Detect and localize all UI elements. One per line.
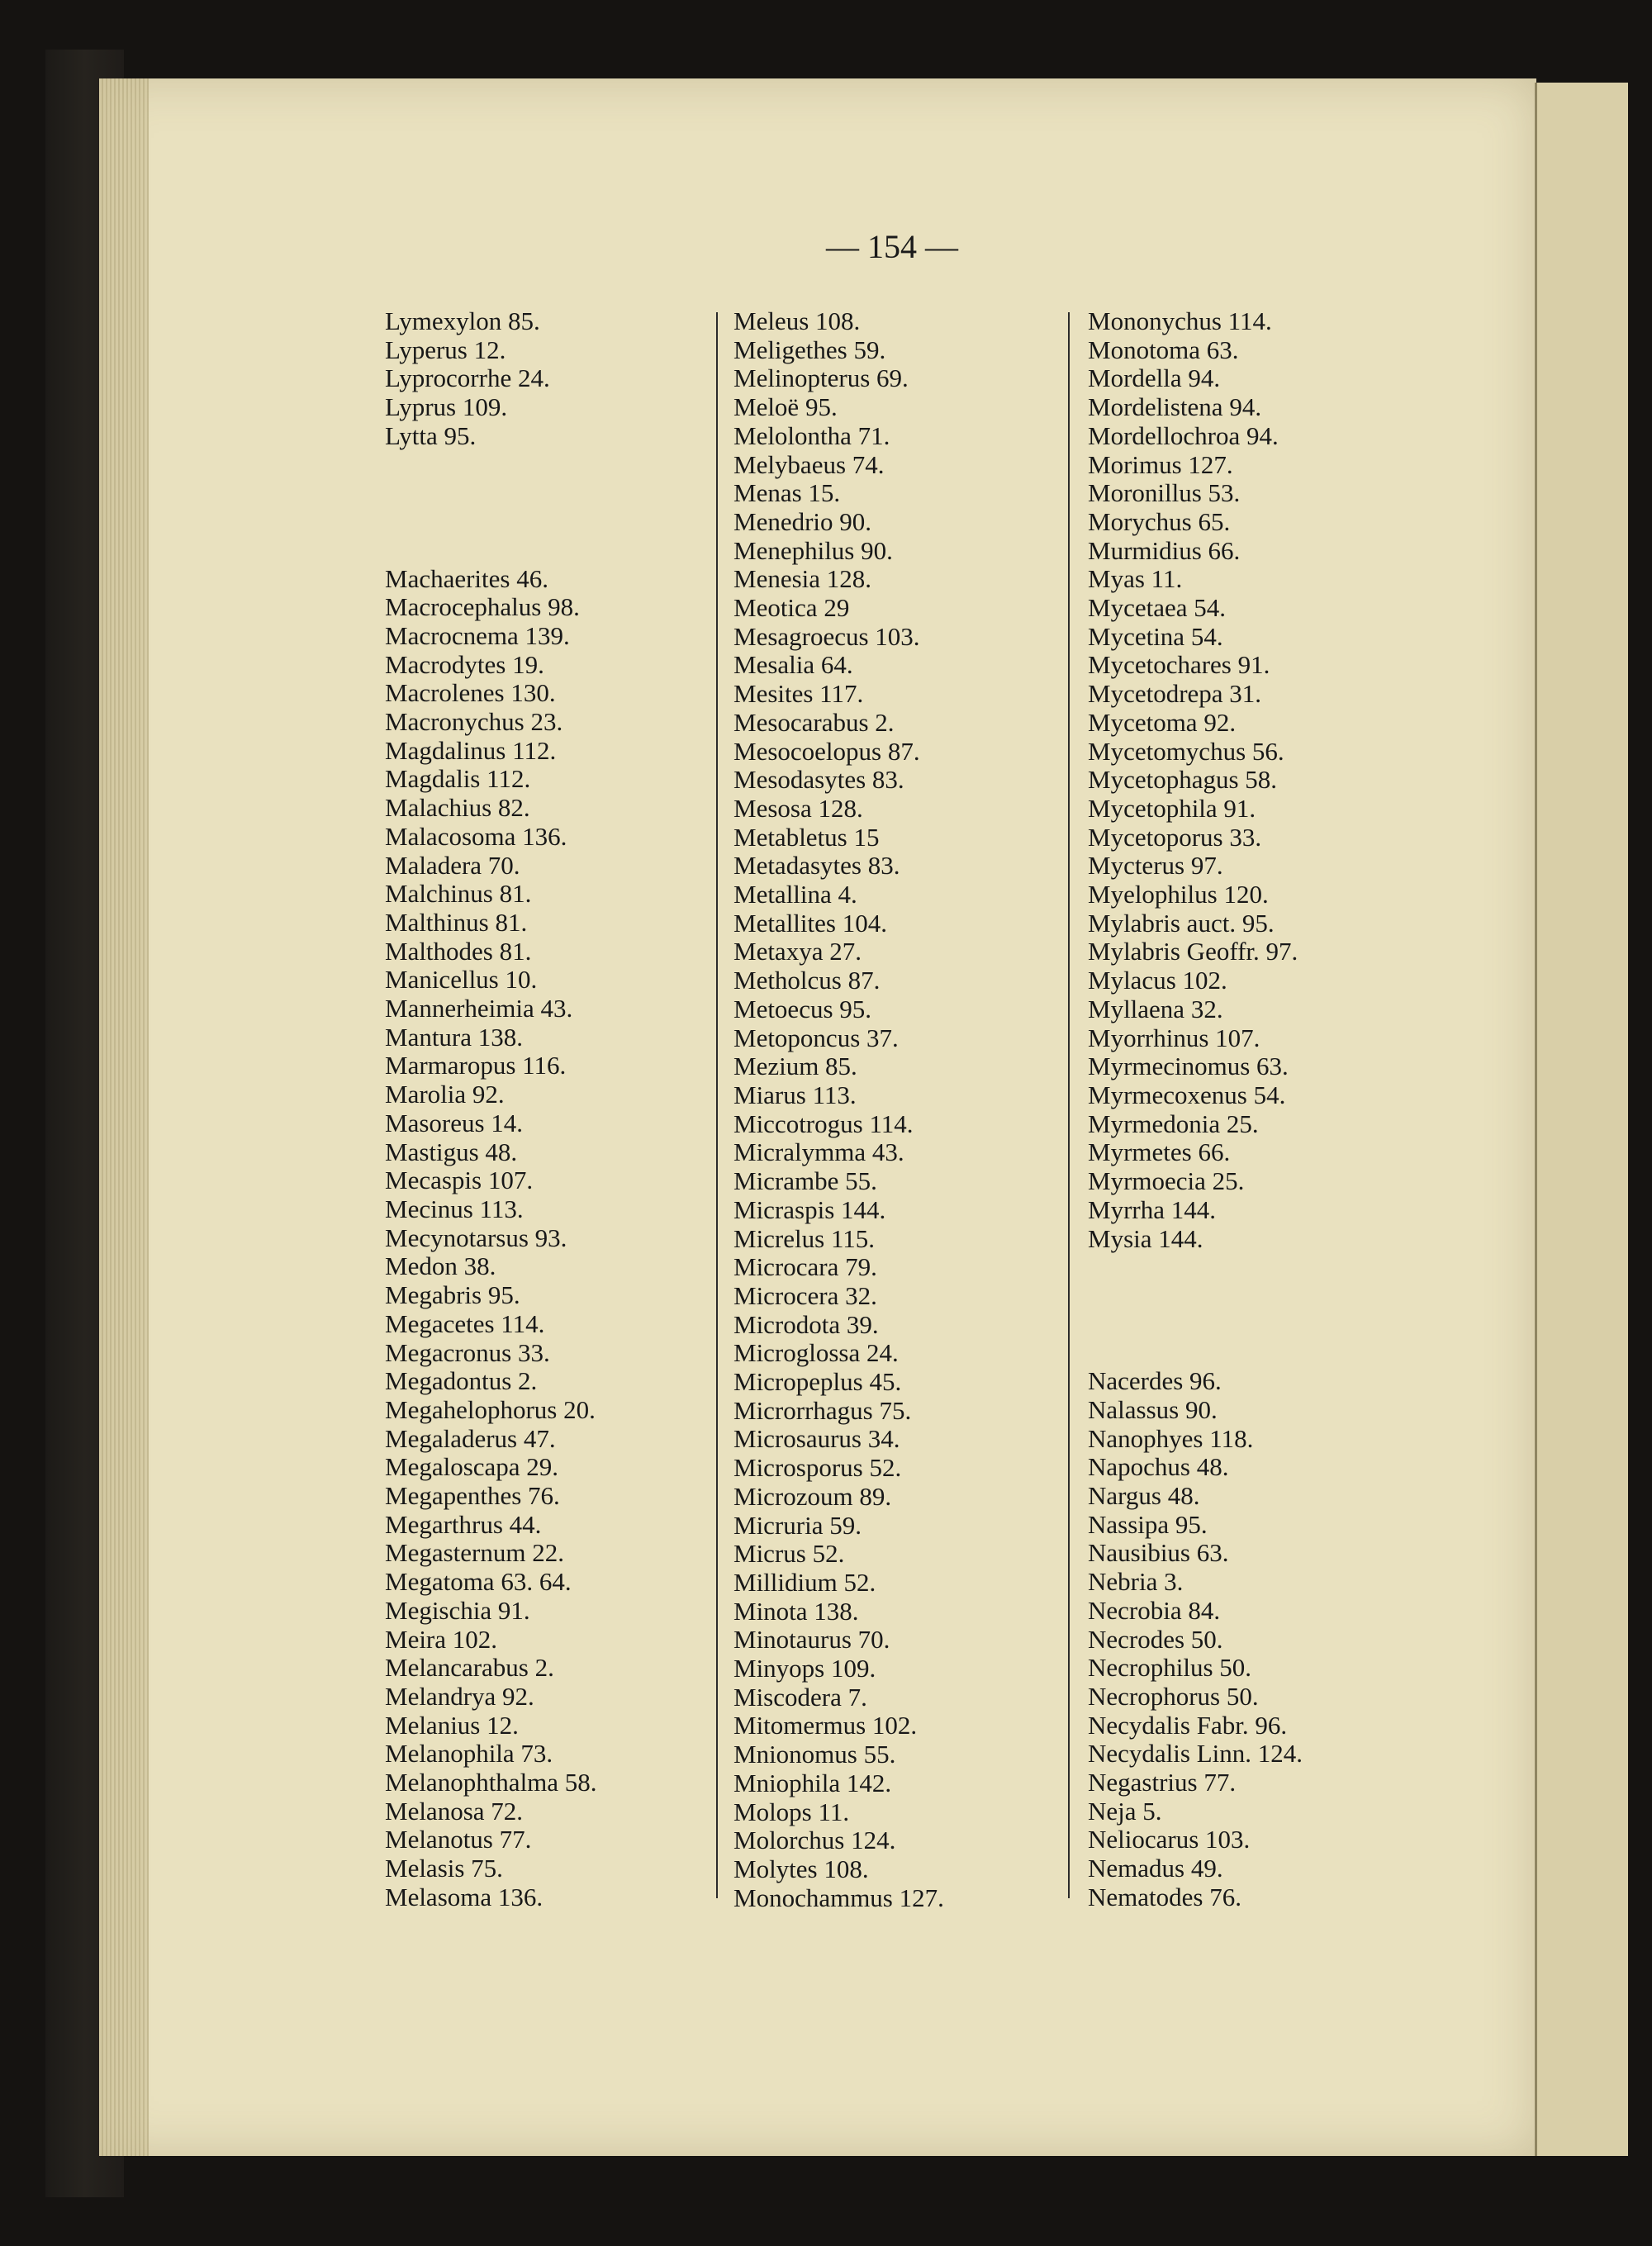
index-entry: Mastigus 48. (385, 1137, 518, 1166)
index-entry: Lymexylon 85. (385, 306, 540, 335)
index-entry: Mycetodrepa 31. (1088, 679, 1262, 709)
index-entry: Myllaena 32. (1088, 994, 1223, 1023)
index-entry: Mycetina 54. (1088, 621, 1223, 651)
index-entry: Millidium 52. (733, 1567, 876, 1597)
page-edges (99, 78, 149, 2156)
index-entry: Micrus 52. (733, 1539, 845, 1569)
index-entry: Malachius 82. (385, 793, 530, 823)
index-entry: Mordella 94. (1088, 363, 1221, 393)
index-entry: Micrambe 55. (733, 1166, 877, 1196)
index-entry: Myrmedonia 25. (1088, 1109, 1259, 1138)
index-entry: Megahelophorus 20. (385, 1394, 596, 1424)
index-entry: Metoponcus 37. (733, 1023, 899, 1052)
index-entry: Micropeplus 45. (733, 1367, 902, 1397)
index-entry: Mycetoporus 33. (1088, 822, 1262, 852)
index-entry: Minyops 109. (733, 1654, 876, 1683)
index-entry: Miscodera 7. (733, 1682, 867, 1712)
index-entry: Miarus 113. (733, 1080, 857, 1109)
index-entry: Nemadus 49. (1088, 1854, 1223, 1883)
index-entry: Necrophorus 50. (1088, 1681, 1259, 1711)
index-entry: Necrophilus 50. (1088, 1653, 1252, 1683)
index-entry: Meira 102. (385, 1624, 498, 1654)
index-entry: Melasis 75. (385, 1854, 503, 1883)
index-entry: Mesocarabus 2. (733, 707, 895, 737)
index-entry: Nacerdes 96. (1088, 1366, 1222, 1396)
index-entry: Mycetochares 91. (1088, 650, 1270, 680)
index-entry: Metoecus 95. (733, 994, 872, 1023)
index-entry: Machaerites 46. (385, 563, 548, 593)
index-entry: Mordelistena 94. (1088, 392, 1262, 422)
index-entry: Metaxya 27. (733, 937, 862, 966)
index-entry: Macrolenes 130. (385, 678, 556, 708)
index-entry: Myorrhinus 107. (1088, 1023, 1260, 1052)
index-entry: Masoreus 14. (385, 1108, 524, 1137)
index-entry: Neja 5. (1088, 1796, 1162, 1826)
index-entry: Megasternum 22. (385, 1538, 564, 1568)
index-entry: Nematodes 76. (1088, 1882, 1241, 1911)
index-entry: Mycetaea 54. (1088, 593, 1226, 623)
index-entry: Necydalis Fabr. 96. (1088, 1710, 1288, 1740)
index-entry: Molops 11. (733, 1797, 850, 1826)
index-entry: Microcara 79. (733, 1252, 877, 1282)
index-entry: Mycetophila 91. (1088, 793, 1256, 823)
index-entry: Minota 138. (733, 1596, 859, 1626)
index-entry: Myas 11. (1088, 564, 1183, 594)
index-entry: Magdalis 112. (385, 764, 531, 794)
index-entry: Microdota 39. (733, 1309, 879, 1339)
index-entry: Mycterus 97. (1088, 851, 1223, 881)
index-entry: Melanophthalma 58. (385, 1768, 597, 1797)
index-entry: Molorchus 124. (733, 1826, 896, 1855)
index-entry: Malacosoma 136. (385, 821, 567, 851)
index-entry: Macrocephalus 98. (385, 592, 580, 622)
index-entry: Mylabris auct. 95. (1088, 908, 1275, 938)
index-entry: Micralymma 43. (733, 1137, 904, 1167)
index-column-2 (733, 307, 944, 1912)
index-entry: Melolontha 71. (733, 420, 890, 450)
index-entry: Napochus 48. (1088, 1452, 1229, 1482)
index-entry: Menas 15. (733, 478, 841, 508)
index-entry: Mycetophagus 58. (1088, 765, 1278, 795)
index-entry: Mesodasytes 83. (733, 765, 904, 795)
index-entry: Lyprocorrhe 24. (385, 363, 550, 393)
index-entry: Megapenthes 76. (385, 1481, 560, 1511)
index-entry: Mordellochroa 94. (1088, 420, 1279, 450)
index-entry: Morychus 65. (1088, 506, 1231, 536)
index-entry: Nanophyes 118. (1088, 1423, 1254, 1453)
index-entry: Mycetomychus 56. (1088, 736, 1284, 766)
index-entry: Medon 38. (385, 1251, 496, 1281)
index-entry: Melanius 12. (385, 1710, 519, 1740)
index-entry: Nalassus 90. (1088, 1394, 1218, 1424)
index-entry: Mesalia 64. (733, 650, 853, 680)
index-entry: Mecynotarsus 93. (385, 1223, 567, 1252)
index-entry: Metadasytes 83. (733, 851, 900, 881)
index-entry: Menedrio 90. (733, 506, 872, 536)
index-entry: Megabris 95. (385, 1280, 520, 1310)
index-entry: Micrelus 115. (733, 1223, 876, 1253)
index-entry: Menesia 128. (733, 564, 872, 594)
index-entry: Marmaropus 116. (385, 1051, 567, 1080)
index-entry: Mesagroecus 103. (733, 621, 920, 651)
index-entry: Melinopterus 69. (733, 363, 909, 393)
index-entry: Melanosa 72. (385, 1796, 524, 1826)
index-entry: Malchinus 81. (385, 879, 532, 909)
index-column-1 (385, 307, 597, 1912)
index-column-3 (1088, 307, 1303, 1912)
index-entry: Minotaurus 70. (733, 1625, 890, 1655)
index-entry: Mecinus 113. (385, 1194, 524, 1223)
index-entry: Metallina 4. (733, 880, 857, 909)
index-entry: Nargus 48. (1088, 1481, 1200, 1511)
index-entry: Melanotus 77. (385, 1825, 532, 1854)
index-entry: Megacetes 114. (385, 1308, 545, 1338)
index-entry: Lyperus 12. (385, 335, 506, 364)
index-entry: Megischia 91. (385, 1595, 530, 1625)
index-entry: Moronillus 53. (1088, 478, 1241, 508)
index-entry: Melasoma 136. (385, 1882, 544, 1911)
index-entry: Megarthrus 44. (385, 1509, 542, 1539)
index-entry: Mylabris Geoffr. 97. (1088, 937, 1298, 966)
index-entry: Nassipa 95. (1088, 1509, 1208, 1539)
index-entry: Menephilus 90. (733, 535, 893, 565)
index-entry: Lytta 95. (385, 420, 477, 450)
index-entry: Meligethes 59. (733, 335, 886, 364)
index-entry: Necydalis Linn. 124. (1088, 1739, 1303, 1769)
index-entry: Microglossa 24. (733, 1338, 899, 1368)
next-page-edge (1535, 83, 1628, 2156)
index-entry: Melybaeus 74. (733, 449, 885, 479)
index-entry: Microsporus 52. (733, 1453, 902, 1483)
index-entry: Neliocarus 103. (1088, 1825, 1251, 1854)
index-entry: Manicellus 10. (385, 965, 538, 995)
index-entry: Monochammus 127. (733, 1883, 944, 1912)
index-entry: Malthodes 81. (385, 936, 532, 966)
index-entry: Necrodes 50. (1088, 1624, 1223, 1654)
index-entry: Mylacus 102. (1088, 966, 1227, 995)
index-entry: Maladera 70. (385, 850, 520, 880)
index-entry: Mycetoma 92. (1088, 707, 1237, 737)
index-entry: Meloë 95. (733, 392, 838, 422)
index-entry: Mecaspis 107. (385, 1166, 534, 1195)
index-entry: Mniophila 142. (733, 1768, 892, 1797)
index-entry: Morimus 127. (1088, 449, 1233, 479)
index-entry: Metholcus 87. (733, 966, 881, 995)
index-entry: Murmidius 66. (1088, 535, 1241, 565)
index-entry: Magdalinus 112. (385, 735, 557, 765)
index-entry: Myrmecoxenus 54. (1088, 1080, 1286, 1109)
index-entry: Mezium 85. (733, 1052, 857, 1081)
index-entry: Megadontus 2. (385, 1366, 538, 1396)
index-entry: Necrobia 84. (1088, 1595, 1221, 1625)
index-entry: Myelophilus 120. (1088, 880, 1269, 909)
index-entry: Mesocoelopus 87. (733, 736, 920, 766)
index-entry: Melancarabus 2. (385, 1653, 554, 1683)
index-entry: Microsaurus 34. (733, 1424, 900, 1454)
index-entry: Microzoum 89. (733, 1481, 892, 1511)
index-entry: Lyprus 109. (385, 392, 508, 422)
index-entry: Myrmecinomus 63. (1088, 1052, 1289, 1081)
index-entry: Macrodytes 19. (385, 649, 544, 679)
index-entry: Micruria 59. (733, 1510, 862, 1540)
index-entry: Metallites 104. (733, 908, 887, 938)
index-entry: Megaladerus 47. (385, 1423, 556, 1453)
index-entry: Melandrya 92. (385, 1681, 534, 1711)
section-gap (1088, 1253, 1303, 1367)
index-entry: Megatoma 63. 64. (385, 1567, 572, 1597)
index-entry: Molytes 108. (733, 1854, 869, 1883)
index-entry: Nausibius 63. (1088, 1538, 1229, 1568)
index-entry: Metabletus 15 (733, 822, 880, 852)
index-entry: Megaloscapa 29. (385, 1452, 559, 1482)
column-rule (1068, 312, 1070, 1898)
index-entry: Mitomermus 102. (733, 1711, 918, 1740)
index-entry: Macrocnema 139. (385, 620, 570, 650)
index-entry: Myrmoecia 25. (1088, 1166, 1245, 1196)
index-entry: Mysia 144. (1088, 1223, 1203, 1253)
index-entry: Microcera 32. (733, 1280, 877, 1310)
index-entry: Mannerheimia 43. (385, 994, 573, 1023)
index-entry: Microrrhagus 75. (733, 1395, 912, 1425)
index-entry: Mesosa 128. (733, 793, 863, 823)
index-entry: Myrrha 144. (1088, 1194, 1216, 1224)
index-entry: Meotica 29 (733, 593, 850, 623)
index-entry: Megacronus 33. (385, 1337, 550, 1367)
index-entry: Malthinus 81. (385, 907, 528, 937)
index-entry: Marolia 92. (385, 1080, 505, 1109)
index-entry: Meleus 108. (733, 306, 861, 335)
index-entry: Macronychus 23. (385, 707, 563, 737)
index-entry: Micraspis 144. (733, 1194, 886, 1224)
index-entry: Mesites 117. (733, 679, 864, 709)
index-entry: Monotoma 63. (1088, 335, 1239, 364)
index-entry: Mononychus 114. (1088, 306, 1272, 335)
index-entry: Nebria 3. (1088, 1567, 1184, 1597)
index-entry: Miccotrogus 114. (733, 1109, 914, 1138)
section-gap (385, 451, 597, 565)
page-number: — 154 — (826, 228, 958, 265)
index-entry: Myrmetes 66. (1088, 1137, 1231, 1167)
column-rule (716, 312, 718, 1898)
index-entry: Mnionomus 55. (733, 1740, 896, 1769)
index-entry: Negastrius 77. (1088, 1768, 1237, 1797)
index-entry: Melanophila 73. (385, 1739, 553, 1769)
index-entry: Mantura 138. (385, 1022, 524, 1052)
